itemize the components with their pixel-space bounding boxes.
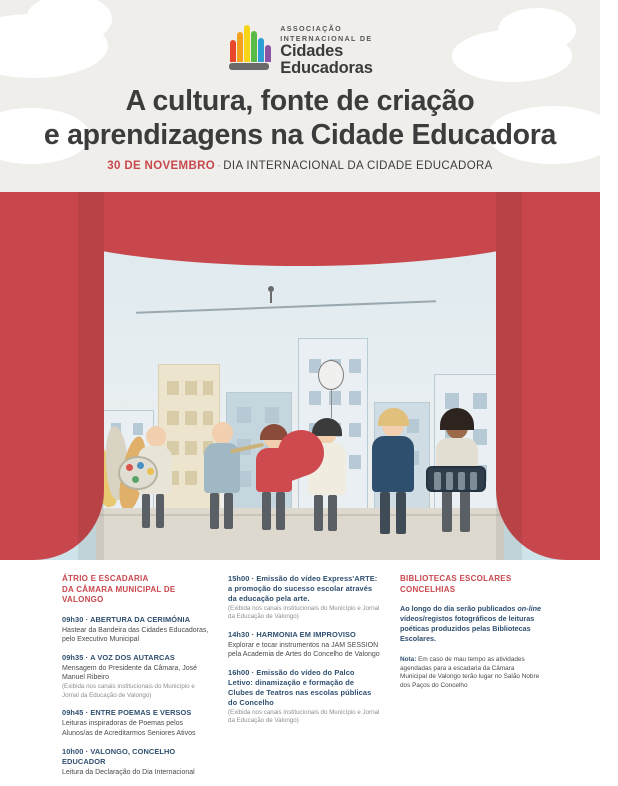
- item-title: A VOZ DOS AUTARCAS: [90, 652, 175, 662]
- logo-line-4: Educadoras: [280, 59, 373, 77]
- item-title: HARMONIA EM IMPROVISO: [256, 629, 356, 639]
- item-desc: Hastear da Bandeira das Cidades Educadoras, pelo Executivo Municipal: [62, 626, 209, 643]
- program-item: 10h00 · VALONGO, CONCELHO EDUCADOR Leitura da Declaração do Dia Internacional: [62, 747, 210, 777]
- item-title: Emissão do vídeo do Palco Letivo: dinamização e formação de Clubes de Teatros nas escolas públicas do Concelho: [228, 668, 372, 708]
- item-title: ENTRE POEMAS E VERSOS: [90, 708, 192, 718]
- weather-note: [400, 656, 542, 690]
- program-item: 15h00 · Emissão do vídeo Express'ARTE: a promoção do sucesso escolar através da educação pela arte. (Exibida nos canais institucionais do Município e Jornal da Educação de Valongo): [228, 574, 380, 620]
- libraries-text-italic: on-line: [517, 604, 541, 613]
- column-title-left-line1: ÁTRIO E ESCADARIA: [62, 574, 149, 583]
- note-label: Nota:: [400, 656, 417, 663]
- program-item: 16h00 · Emissão do vídeo do Palco Letivo: dinamização e formação de Clubes de Teatros nas escolas públicas do Concelho (Exibida nos canais institucionais do Município e Jornal da Educação de Valongo): [228, 668, 380, 725]
- program-column-right: [400, 574, 542, 690]
- item-title: Emissão do vídeo Express'ARTE: a promoção do sucesso escolar através da educação pela arte.: [228, 574, 378, 603]
- item-time: 10h00: [62, 746, 84, 756]
- item-desc: Explorar e tocar instrumentos na JAM SESSION pela Academia de Artes do Concelho de Valongo: [228, 641, 380, 659]
- column-title-right: BIBLIOTECAS ESCOLARES CONCELHIAS: [400, 574, 512, 594]
- note-text: Em caso de mau tempo as atividades agendadas para a escadaria da Câmara Municipal de Valongo terão lugar no Salão Nobre dos Paços do Concelho: [400, 656, 540, 689]
- program-item: 09h30 · ABERTURA DA CERIMÓNIA Hastear da Bandeira das Cidades Educadoras, pelo Executivo Municipal: [62, 614, 209, 643]
- person-flutist: [192, 422, 250, 532]
- item-subnote: (Exibida nos canais institucionais do Município e Jornal da Educação de Valongo): [62, 683, 195, 699]
- column-title-left: [62, 574, 210, 606]
- subtitle: [0, 160, 600, 172]
- logo: [0, 22, 600, 77]
- logo-mark-icon: [227, 22, 271, 70]
- page-title: [0, 84, 600, 152]
- subtitle-separator: ·: [217, 160, 222, 172]
- hair-icon: [440, 408, 474, 430]
- logo-line-1: ASSOCIAÇÃO: [280, 24, 342, 33]
- event-date: 30 DE NOVEMBRO: [107, 160, 216, 172]
- program-section: [0, 560, 600, 776]
- program-column-left: [62, 574, 210, 786]
- curtain-left: [0, 192, 104, 560]
- item-desc: Leitura da Declaração do Dia Internacional: [62, 768, 195, 776]
- item-title: VALONGO, CONCELHO EDUCADOR: [62, 746, 176, 766]
- logo-line-3: Cidades: [280, 42, 344, 60]
- program-item: 09h45 · ENTRE POEMAS E VERSOS Leituras inspiradoras de Poemas pelos Alunos/as de Acreditarmos Seniores Ativos: [62, 708, 210, 738]
- balloon-icon: [318, 360, 344, 390]
- program-column-middle: [228, 574, 380, 734]
- program-item: 14h30 · HARMONIA EM IMPROVISO Explorar e tocar instrumentos na JAM SESSION pela Academia de Artes do Concelho de Valongo: [228, 629, 380, 659]
- curtain-right: [496, 192, 600, 560]
- item-desc: Leituras inspiradoras de Poemas pelos Alunos/as de Acreditarmos Seniores Ativos: [62, 720, 196, 737]
- stage-illustration: [0, 192, 600, 560]
- item-time: 14h30: [228, 629, 250, 639]
- libraries-text-part2: vídeos/registos fotográficos de leituras poéticas produzidos pelas Bibliotecas Escolares.: [400, 614, 535, 643]
- drum-icon: [426, 466, 486, 492]
- headline-line-1: A cultura, fonte de criação: [125, 85, 475, 117]
- libraries-text: [400, 604, 542, 644]
- headline-line-2: e aprendizagens na Cidade Educadora: [43, 119, 557, 151]
- hair-icon: [378, 408, 409, 426]
- libraries-text-part1: Ao longo do dia serão publicados: [400, 604, 518, 613]
- item-time: 15h00: [228, 574, 250, 583]
- palette-icon: [118, 456, 158, 490]
- logo-line-2: INTERNACIONAL DE: [280, 33, 373, 43]
- item-time: 09h30: [62, 614, 84, 624]
- item-time: 09h35: [62, 652, 84, 662]
- person-conductor: [358, 406, 426, 538]
- item-subnote: (Exibida nos canais institucionais do Município e Jornal da Educação de Valongo): [228, 604, 380, 620]
- event-subtitle: DIA INTERNACIONAL DA CIDADE EDUCADORA: [223, 160, 493, 172]
- person-drummer: [418, 410, 496, 538]
- item-time: 16h00: [228, 668, 250, 678]
- person-painter: [122, 426, 184, 530]
- program-item: 09h35 · A VOZ DOS AUTARCAS Mensagem do Presidente da Câmara, José Manuel Ribeiro (Exibida nos canais institucionais do Município e Jornal da Educação de Valongo): [62, 653, 210, 700]
- tightrope-walker-icon: [266, 286, 276, 308]
- person-fan-dancer: [294, 416, 360, 534]
- item-desc: Mensagem do Presidente da Câmara, José Manuel Ribeiro: [62, 664, 198, 682]
- item-title: ABERTURA DA CERIMÓNIA: [90, 614, 191, 624]
- city-scene: [96, 242, 504, 560]
- item-time: 09h45: [62, 708, 84, 718]
- item-subnote: (Exibida nos canais institucionais do Município e Jornal da Educação de Valongo): [228, 708, 380, 725]
- hair-icon: [312, 418, 342, 436]
- column-title-left-line2: DA CÂMARA MUNICIPAL DE VALONGO: [62, 584, 176, 604]
